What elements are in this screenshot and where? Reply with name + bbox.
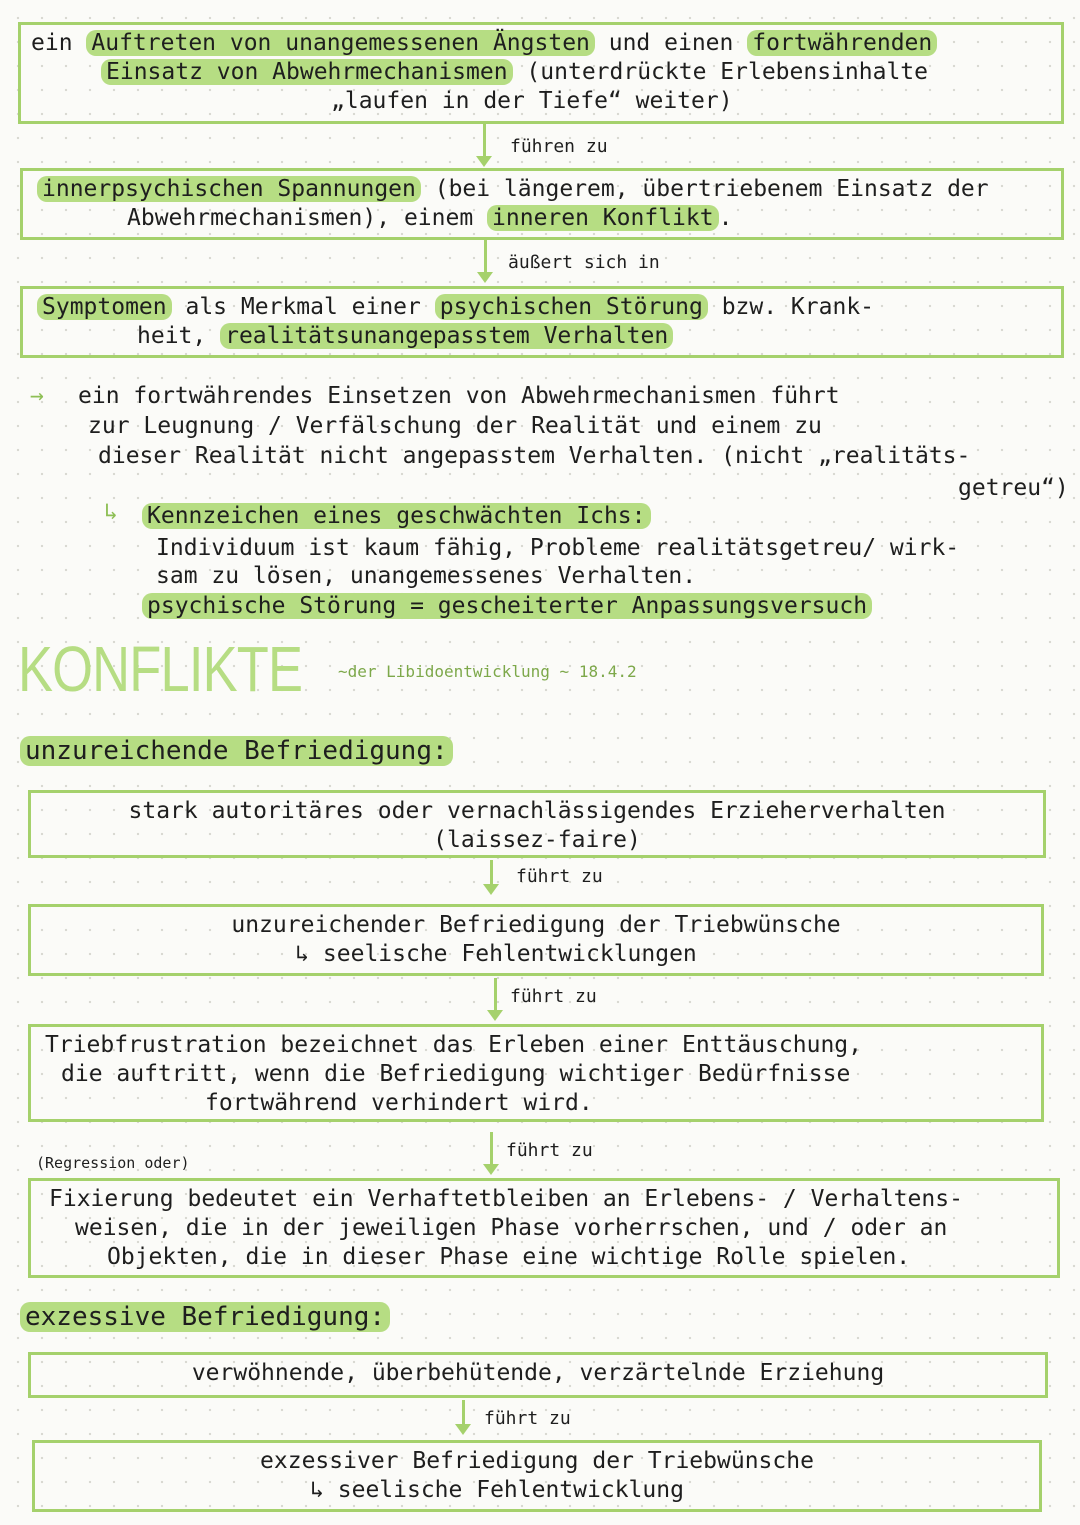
arrow-label: äußert sich in — [508, 252, 660, 273]
note-line: zur Leugnung / Verfälschung der Realität und einem zu — [88, 413, 822, 439]
text: heit, — [137, 323, 221, 349]
highlight: innerpsychischen Spannungen — [37, 176, 421, 202]
note-arrow-icon: → — [30, 383, 44, 409]
box-pampering — [28, 1352, 1048, 1398]
box-parenting — [28, 790, 1046, 858]
note-line: Individuum ist kaum fähig, Probleme realitätsgetreu/ wirk- — [156, 535, 960, 561]
text: Fixierung bedeutet ein Verhaftetbleiben an Erlebens- / Verhaltens- — [49, 1186, 963, 1212]
highlight: realitätsunangepasstem Verhalten — [220, 323, 673, 349]
text: (laissez-faire) — [433, 827, 641, 853]
text: . — [718, 205, 733, 231]
box-fixation — [28, 1178, 1060, 1278]
text: (bei längerem, übertriebenem Einsatz der — [420, 176, 989, 202]
note-line: ein fortwährendes Einsetzen von Abwehrmechanismen führt — [78, 383, 840, 409]
arrow-label: führt zu — [484, 1408, 571, 1429]
note-line: dieser Realität nicht angepasstem Verhalten. (nicht „realitäts- — [98, 443, 971, 469]
highlight: Auftreten von unangemessenen Ängsten — [86, 30, 595, 56]
text: Triebfrustration bezeichnet das Erleben einer Enttäuschung, — [45, 1032, 862, 1058]
highlight: psychische Störung = gescheiterter Anpassungsversuch — [142, 593, 872, 619]
text: „laufen in der Tiefe“ weiter) — [331, 88, 733, 114]
note-line: getreu“) — [958, 475, 1069, 501]
text: unzureichender Befriedigung der Triebwünsche — [231, 912, 841, 938]
text: ↳ seelische Fehlentwicklung — [310, 1477, 684, 1503]
highlight: exzessive Befriedigung: — [20, 1302, 390, 1332]
arrow-label: führt zu — [506, 1140, 593, 1161]
text: ↳ seelische Fehlentwicklungen — [295, 941, 697, 967]
box-symptoms — [20, 286, 1064, 358]
text: weisen, die in der jeweiligen Phase vorherrschen, und / oder an — [75, 1215, 948, 1241]
text: Abwehrmechanismen), einem — [127, 205, 488, 231]
section-heading — [20, 1300, 390, 1334]
text: ein — [31, 30, 87, 56]
arrow-label: führen zu — [510, 136, 608, 157]
box-tensions — [20, 168, 1064, 240]
ego-heading — [142, 502, 651, 531]
highlight: Kennzeichen eines geschwächten Ichs: — [142, 503, 651, 529]
highlight: psychischen Störung — [435, 294, 708, 320]
sub-arrow-icon: ↳ — [104, 499, 118, 525]
text: exzessiver Befriedigung der Triebwünsche — [260, 1448, 814, 1474]
text: die auftritt, wenn die Befriedigung wichtiger Bedürfnisse — [61, 1061, 851, 1087]
arrow-label: führt zu — [510, 986, 597, 1007]
highlight: inneren Konflikt — [487, 205, 719, 231]
section-heading — [20, 734, 453, 768]
text: verwöhnende, überbehütende, verzärtelnde Erziehung — [191, 1360, 885, 1386]
text: stark autoritäres oder vernachlässigendes Erzieherverhalten — [128, 798, 946, 824]
text: bzw. Krank- — [707, 294, 875, 320]
page-subtitle: ~der Libidoentwicklung ~ 18.4.2 — [338, 662, 637, 681]
text: (unterdrückte Erlebensinhalte — [512, 59, 928, 85]
regression-note: (Regression oder) — [36, 1154, 190, 1172]
page-title: KONFLIKTE — [18, 633, 303, 705]
text: fortwährend verhindert wird. — [205, 1090, 593, 1116]
note-line: sam zu lösen, unangemessenes Verhalten. — [156, 563, 697, 589]
box-anxiety — [18, 22, 1064, 124]
box-insufficient — [28, 904, 1044, 976]
highlight: unzureichende Befriedigung: — [20, 736, 453, 766]
arrow-label: führt zu — [516, 866, 603, 887]
text: und einen — [594, 30, 748, 56]
box-excessive — [32, 1440, 1042, 1512]
note-line — [142, 592, 872, 621]
box-frustration — [28, 1024, 1044, 1122]
highlight: Symptomen — [37, 294, 172, 320]
highlight: fortwährenden — [747, 30, 937, 56]
text: als Merkmal einer — [171, 294, 435, 320]
highlight: Einsatz von Abwehrmechanismen — [101, 59, 513, 85]
text: Objekten, die in dieser Phase eine wichtige Rolle spielen. — [107, 1244, 911, 1270]
